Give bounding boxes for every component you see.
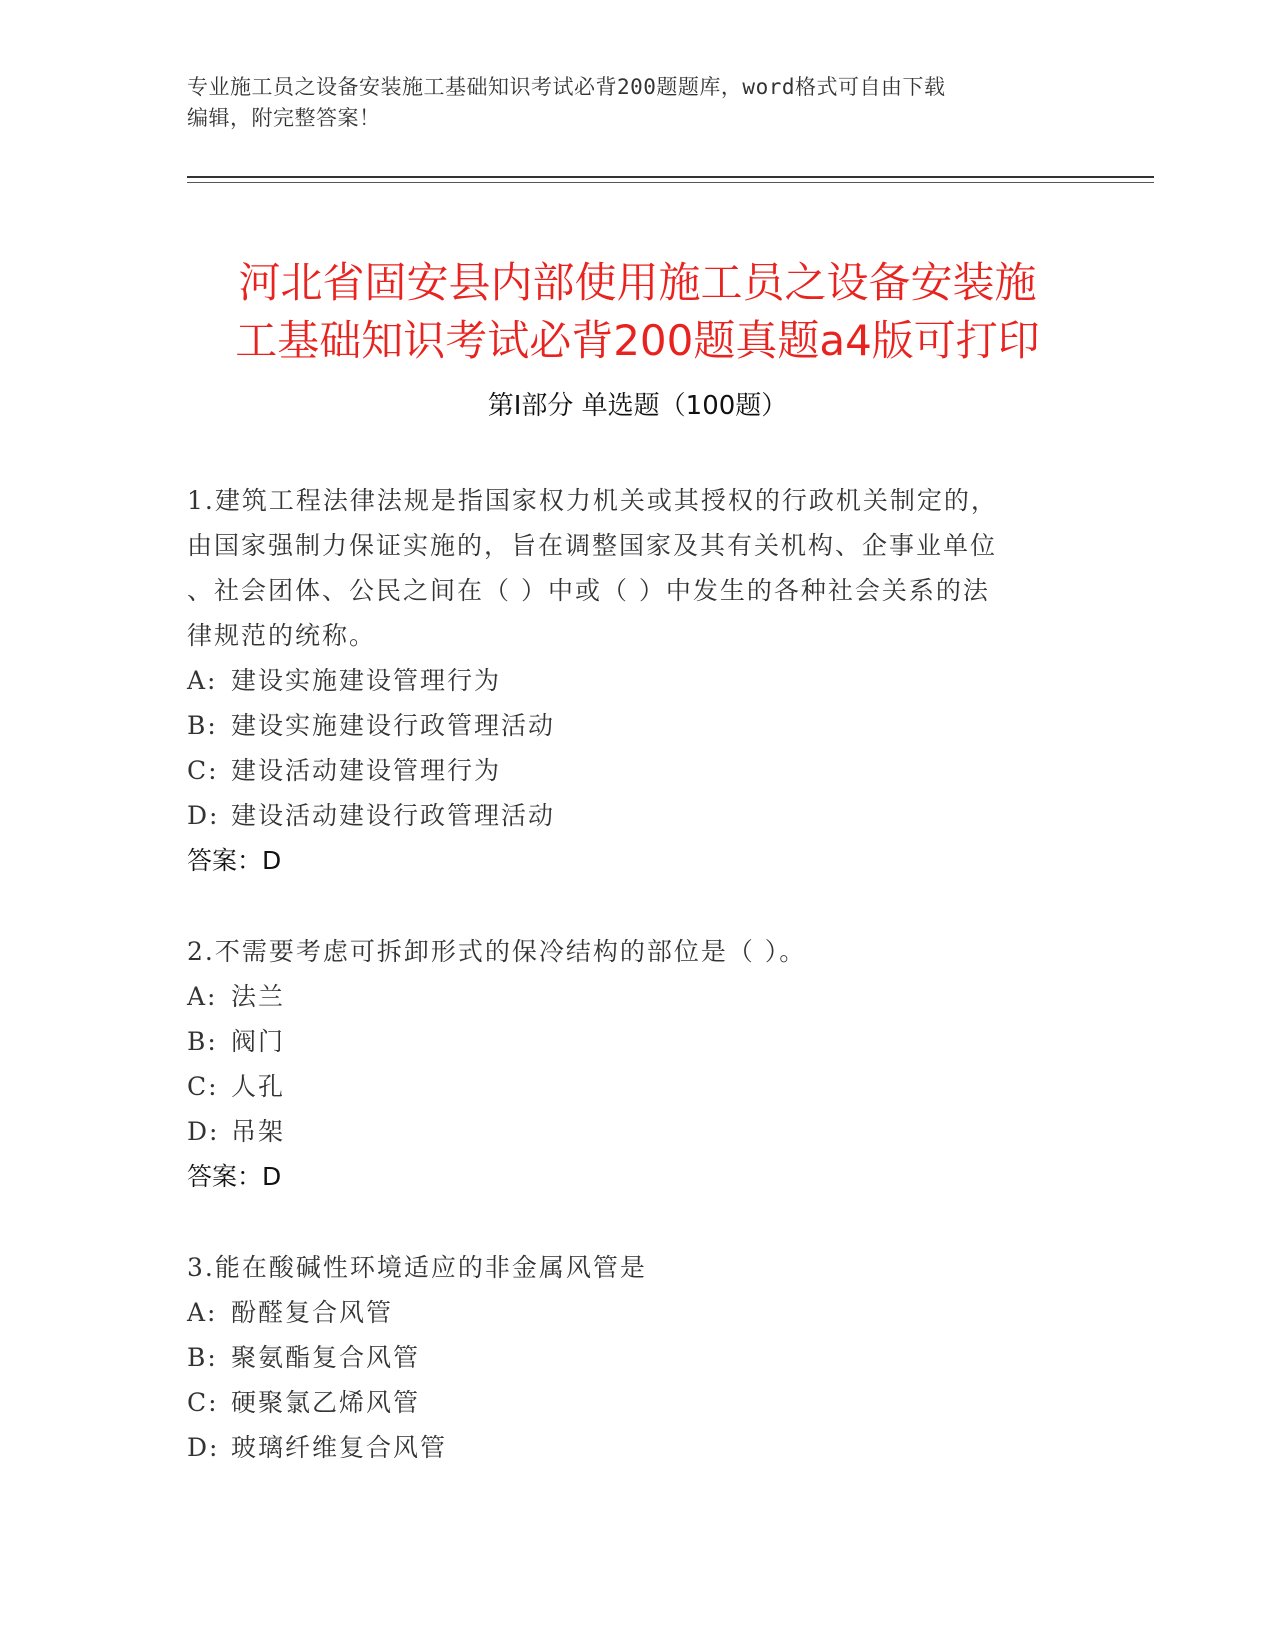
option-a: [187, 1290, 1087, 1335]
option-text: 阀门: [231, 1027, 286, 1056]
option-d: [187, 793, 1087, 838]
option-c: [187, 748, 1087, 793]
question-stem: [187, 929, 1087, 974]
option-text: 玻璃纤维复合风管: [231, 1433, 448, 1462]
option-b: [187, 1019, 1087, 1064]
answer-text: 答案：D: [187, 1162, 282, 1191]
question-stem-line: 3.能在酸碱性环境适应的非金属风管是: [187, 1253, 647, 1282]
option-text: 人孔: [231, 1072, 286, 1101]
header-divider: [187, 176, 1154, 178]
option-text: 法兰: [231, 982, 286, 1011]
question-stem-line: 1.建筑工程法律法规是指国家权力机关或其授权的行政机关制定的，: [187, 486, 998, 515]
option-d: [187, 1425, 1087, 1470]
document-title-line: 工基础知识考试必背200题真题a4版可打印: [235, 316, 1040, 366]
option-a: [187, 974, 1087, 1019]
answer-text: 答案：D: [187, 846, 282, 875]
option-b: [187, 703, 1087, 748]
option-key: D:: [187, 1433, 220, 1462]
option-text: 建设实施建设行政管理活动: [231, 711, 556, 740]
question-stem: [187, 1245, 1087, 1290]
option-key: B:: [187, 711, 218, 740]
question-stem: [187, 478, 1087, 658]
question-item: [187, 929, 1087, 1199]
question-item: [187, 478, 1087, 883]
question-item: [187, 1245, 1087, 1470]
question-stem-line: 2.不需要考虑可拆卸形式的保冷结构的部位是（ ）。: [187, 937, 807, 966]
option-key: C:: [187, 756, 219, 785]
option-key: B:: [187, 1343, 218, 1372]
header-note: [187, 72, 1087, 134]
option-key: C:: [187, 1072, 219, 1101]
section-title: 第Ⅰ部分 单选题（100题）: [487, 391, 788, 421]
option-c: [187, 1380, 1087, 1425]
option-key: D:: [187, 1117, 220, 1146]
option-text: 建设实施建设管理行为: [231, 666, 502, 695]
document-title-line: 河北省固安县内部使用施工员之设备安装施: [238, 258, 1037, 308]
option-key: A:: [187, 982, 218, 1011]
option-key: D:: [187, 801, 220, 830]
question-stem-line: 律规范的统称。: [187, 621, 377, 650]
option-b: [187, 1335, 1087, 1380]
question-list: [187, 478, 1087, 1516]
option-key: B:: [187, 1027, 218, 1056]
question-stem-line: 、社会团体、公民之间在（ ）中或（ ）中发生的各种社会关系的法: [187, 576, 990, 605]
header-divider: [187, 182, 1154, 183]
question-stem-line: 由国家强制力保证实施的，旨在调整国家及其有关机构、企事业单位: [187, 531, 998, 560]
option-text: 酚醛复合风管: [231, 1298, 394, 1327]
option-key: A:: [187, 666, 218, 695]
option-d: [187, 1109, 1087, 1154]
option-a: [187, 658, 1087, 703]
option-text: 建设活动建设行政管理活动: [231, 801, 556, 830]
header-note-line: 专业施工员之设备安装施工基础知识考试必背200题题库，word格式可自由下载: [187, 75, 946, 99]
document-title: [150, 254, 1125, 370]
option-text: 硬聚氯乙烯风管: [231, 1388, 421, 1417]
option-text: 聚氨酯复合风管: [231, 1343, 421, 1372]
option-key: C:: [187, 1388, 219, 1417]
header-note-line: 编辑，附完整答案！: [187, 106, 381, 130]
option-text: 建设活动建设管理行为: [231, 756, 502, 785]
option-key: A:: [187, 1298, 218, 1327]
option-text: 吊架: [231, 1117, 286, 1146]
option-c: [187, 1064, 1087, 1109]
